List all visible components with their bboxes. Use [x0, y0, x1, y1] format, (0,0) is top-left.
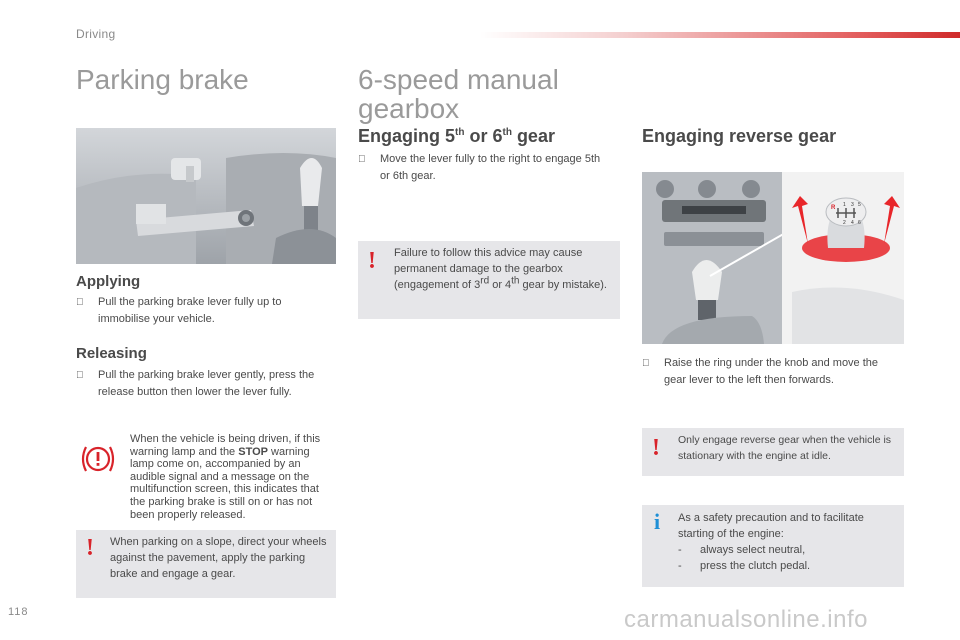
warning-lamp-text: [130, 433, 336, 521]
reverse-instruction: [642, 355, 894, 389]
gearbox-warning-text: [394, 245, 612, 293]
reverse-gear-photo: [642, 172, 904, 344]
brake-warning-lamp-icon: [80, 443, 116, 480]
shift-reverse-label: R: [831, 205, 836, 211]
heading-sup: th: [455, 127, 465, 138]
header-accent-bar: [480, 32, 960, 38]
bullet-marker: [642, 355, 650, 372]
bullet-marker: [358, 151, 366, 168]
list-dash: -: [678, 544, 682, 556]
warning-lamp-text-start: When the vehicle is being driven, if this warning lamp and the: [130, 433, 321, 458]
applying-heading: Applying: [76, 273, 141, 290]
stop-label: STOP: [238, 445, 268, 458]
engaging-reverse-heading: Engaging reverse gear: [642, 126, 837, 146]
releasing-text: Pull the parking brake lever gently, press the release button then lower the lever fully.: [98, 369, 315, 398]
safety-info-item-2: [678, 558, 898, 574]
heading-sup: th: [502, 127, 512, 138]
warning-sup: th: [511, 275, 520, 287]
warning-exclamation-icon: !: [368, 248, 376, 274]
shift-gear-2: 2: [843, 220, 846, 226]
reverse-warning-text: Only engage reverse gear when the vehicle is stationary with the engine at idle.: [678, 434, 892, 462]
parking-brake-photo: [76, 128, 336, 264]
engage-5th-6th-instruction: [358, 151, 610, 185]
list-item-text: press the clutch pedal.: [700, 560, 811, 572]
bullet-marker: [76, 367, 84, 384]
warning-part: gear by mistake).: [519, 279, 607, 291]
reverse-warning-box: [642, 428, 904, 476]
page-number: 118: [8, 606, 29, 618]
heading-part: Engaging 5: [358, 126, 456, 146]
slope-note-text: When parking on a slope, direct your wheels against the pavement, apply the parking brake and engage a gear.: [110, 536, 327, 580]
shift-gear-6: 6: [858, 220, 861, 226]
parking-brake-title: Parking brake: [76, 64, 249, 95]
parking-brake-illustration: [76, 128, 336, 264]
section-label: Driving: [76, 27, 116, 41]
applying-instruction: [76, 294, 336, 328]
list-dash: -: [678, 560, 682, 572]
applying-text: Pull the parking brake lever fully up to immobilise your vehicle.: [98, 296, 282, 325]
warning-exclamation-icon: !: [652, 435, 660, 461]
releasing-heading: Releasing: [76, 345, 147, 362]
gearbox-title-line2: gearbox: [358, 93, 460, 124]
gear-lever-illustration: [642, 172, 904, 344]
list-item-text: always select neutral,: [700, 544, 806, 556]
warning-part: or 4: [489, 279, 512, 291]
warning-part: Failure to follow this advice may cause permanent damage to the gearbox (engagement of 3: [394, 247, 583, 291]
bullet-marker: [76, 294, 84, 311]
safety-info-text: As a safety precaution and to facilitate starting of the engine:: [678, 512, 864, 540]
warning-lamp-text-end: warning lamp come on, accompanied by an audible signal and a message on the multifunction screen, this indicates that the parking brake is still on or has not been properly released.: [130, 445, 319, 521]
engaging-5th-6th-heading: [358, 126, 555, 147]
reverse-instruction-text: Raise the ring under the knob and move the gear lever to the left then forwards.: [664, 357, 879, 386]
warning-sup: rd: [480, 275, 490, 287]
shift-gear-4: 4: [851, 220, 854, 226]
warning-exclamation-icon: !: [86, 535, 94, 561]
info-icon: i: [654, 509, 661, 534]
gearbox-title-line1: 6-speed manual: [358, 64, 559, 95]
safety-info-box: [642, 505, 904, 587]
releasing-instruction: [76, 367, 338, 401]
heading-part: or 6: [464, 126, 503, 146]
shift-gear-1: 1: [843, 202, 846, 208]
engage-5th-6th-text: Move the lever fully to the right to engage 5th or 6th gear.: [380, 153, 601, 182]
shift-gear-3: 3: [851, 202, 854, 208]
slope-note-box: [76, 530, 336, 598]
watermark: carmanualsonline.info: [624, 606, 868, 633]
shift-gear-5: 5: [858, 202, 861, 208]
heading-part: gear: [511, 126, 555, 146]
gearbox-warning-box: [358, 241, 620, 319]
safety-info-item-1: [678, 542, 898, 558]
